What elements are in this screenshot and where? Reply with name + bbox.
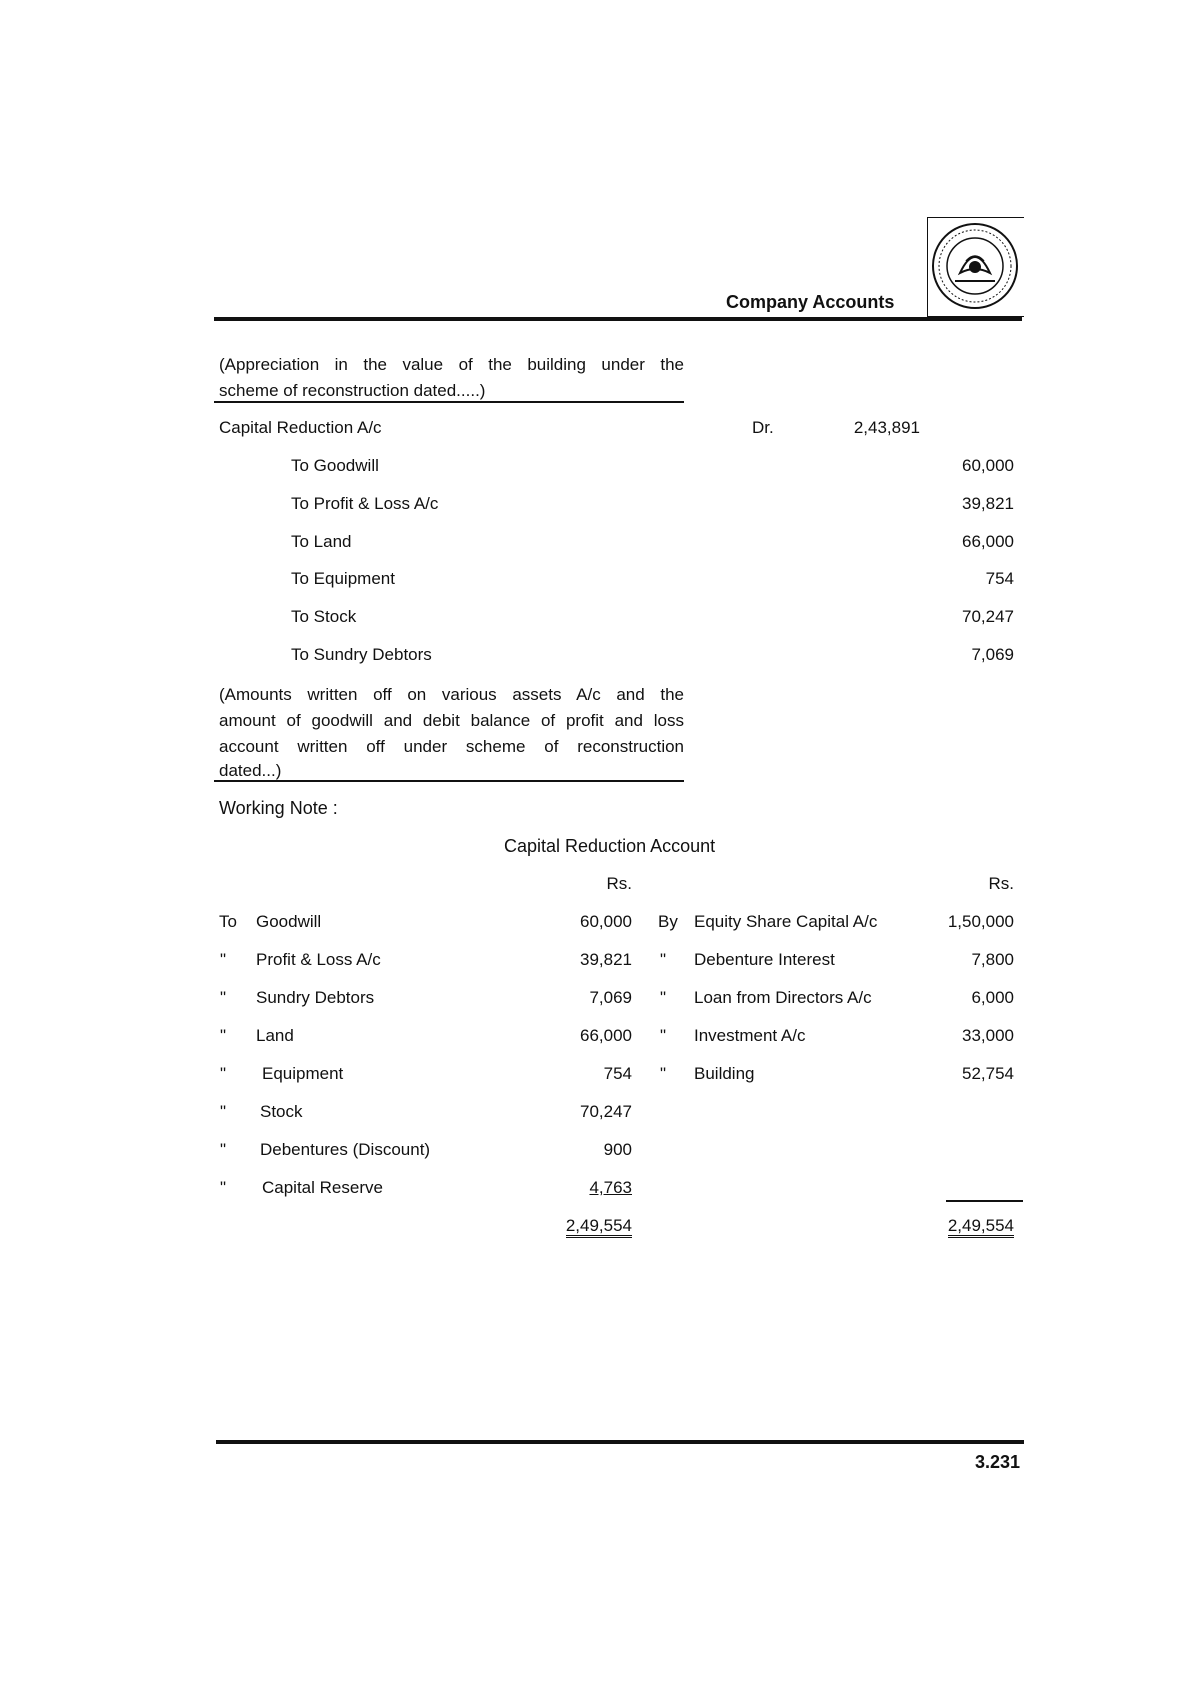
- ledger-amount: 33,000: [962, 1026, 1014, 1045]
- ledger-prefix: By: [658, 912, 678, 931]
- ledger-amount: 4,763: [589, 1178, 632, 1197]
- ledger-prefix: ": [220, 1178, 227, 1197]
- ledger-particulars: Equipment: [262, 1064, 344, 1083]
- credit-label: To Stock: [291, 607, 357, 626]
- ledger-prefix: ": [220, 1102, 227, 1121]
- ledger-particulars: Sundry Debtors: [256, 988, 375, 1007]
- credit-label: To Profit & Loss A/c: [291, 494, 439, 513]
- ledger-particulars: Equity Share Capital A/c: [694, 912, 878, 931]
- entry2-narration-line3: account written off under scheme of reconstruction: [219, 737, 684, 756]
- ledger-particulars: Profit & Loss A/c: [256, 950, 381, 969]
- ledger-amount: 60,000: [580, 912, 632, 931]
- page-number: 3.231: [974, 1452, 1020, 1472]
- dr-label: Dr.: [752, 418, 774, 437]
- entry2-narration-line1: (Amounts written off on various assets A/c and the: [219, 685, 684, 704]
- ledger-prefix: ": [660, 950, 667, 969]
- ledger-particulars: Stock: [260, 1102, 303, 1121]
- ledger-amount: 7,800: [971, 950, 1014, 969]
- currency-left: Rs.: [606, 874, 632, 893]
- ledger-particulars: Debentures (Discount): [260, 1140, 431, 1159]
- ledger-amount: 66,000: [580, 1026, 632, 1045]
- ledger-prefix: ": [220, 988, 227, 1007]
- entry2-narration-line4: dated...): [219, 761, 282, 780]
- total-rule-right: [946, 1200, 1023, 1202]
- ledger-particulars: Loan from Directors A/c: [694, 988, 872, 1007]
- credit-label: To Land: [291, 532, 352, 551]
- ledger-prefix: ": [220, 1064, 227, 1083]
- capital-reduction-debit-account: Capital Reduction A/c: [219, 418, 382, 437]
- entry2-underline: [214, 780, 684, 782]
- ledger-particulars: Land: [256, 1026, 294, 1045]
- ledger-prefix: ": [660, 1064, 667, 1083]
- ledger-prefix: ": [660, 988, 667, 1007]
- ledger-amount: 70,247: [580, 1102, 632, 1121]
- ledger-amount: 6,000: [971, 988, 1014, 1007]
- credit-amount: 66,000: [962, 532, 1014, 551]
- ledger-particulars: Capital Reserve: [262, 1178, 383, 1197]
- debit-amount: 2,43,891: [853, 418, 920, 437]
- header-rule: [214, 317, 1022, 321]
- ledger-particulars: Investment A/c: [694, 1026, 806, 1045]
- credit-label: To Sundry Debtors: [291, 645, 432, 664]
- credit-label: To Goodwill: [291, 456, 379, 475]
- header-title: Company Accounts: [726, 292, 895, 312]
- ledger-prefix: To: [219, 912, 237, 931]
- credit-label: To Equipment: [291, 569, 395, 588]
- entry2-narration-line2: amount of goodwill and debit balance of profit and loss: [219, 711, 684, 730]
- ledger-prefix: ": [220, 1026, 227, 1045]
- credit-amount: 70,247: [962, 607, 1014, 626]
- ledger-amount: 754: [603, 1064, 632, 1083]
- total-right: [900, 1216, 1014, 1236]
- entry1-narration-line1: (Appreciation in the value of the building under the: [219, 355, 684, 374]
- ledger-amount: 7,069: [589, 988, 632, 1007]
- ledger-particulars: Building: [694, 1064, 755, 1083]
- ledger-particulars: Debenture Interest: [694, 950, 835, 969]
- credit-amount: 39,821: [962, 494, 1014, 513]
- ledger-prefix: ": [220, 950, 227, 969]
- total-left: [532, 1216, 632, 1236]
- working-note-label: Working Note :: [219, 798, 338, 818]
- ledger-amount: 900: [603, 1140, 632, 1159]
- ledger-prefix: ": [220, 1140, 227, 1159]
- logo-frame: [927, 217, 1024, 317]
- total-left-value: 2,49,554: [566, 1216, 632, 1238]
- currency-right: Rs.: [988, 874, 1014, 893]
- entry1-underline: [214, 401, 684, 403]
- entry1-narration-line2: scheme of reconstruction dated.....): [219, 381, 486, 400]
- ledger-amount: 52,754: [962, 1064, 1014, 1083]
- ledger-amount: 1,50,000: [947, 912, 1014, 931]
- credit-amount: 754: [985, 569, 1014, 588]
- institute-seal-icon: [930, 221, 1020, 311]
- account-title: Capital Reduction Account: [504, 836, 716, 856]
- credit-amount: 7,069: [971, 645, 1014, 664]
- footer-rule: [216, 1440, 1024, 1444]
- ledger-amount: 39,821: [580, 950, 632, 969]
- total-right-value: 2,49,554: [948, 1216, 1014, 1238]
- ledger-prefix: ": [660, 1026, 667, 1045]
- ledger-particulars: Goodwill: [256, 912, 322, 931]
- credit-amount: 60,000: [962, 456, 1014, 475]
